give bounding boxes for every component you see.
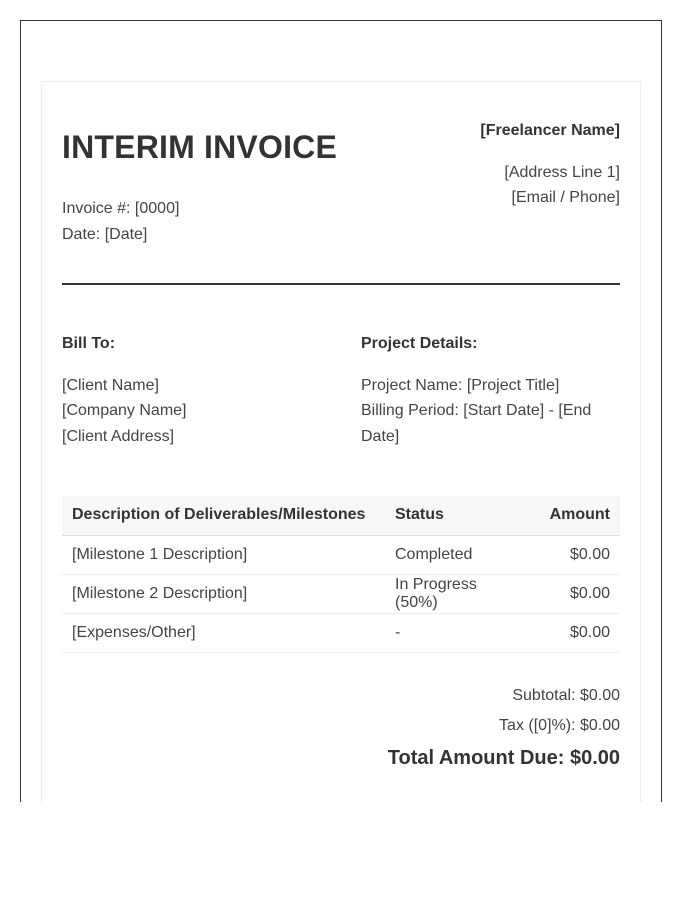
table-header-row	[62, 496, 620, 535]
row-status: In Progress (50%)	[385, 574, 531, 613]
billing-period: Billing Period: [Start Date] - [End	[361, 402, 592, 419]
row-amount: $0.00	[531, 535, 620, 574]
row-amount: $0.00	[531, 613, 620, 652]
invoice-title: INTERIM INVOICE	[62, 129, 338, 165]
billing-period-continued: Date]	[361, 428, 400, 445]
header-description: Description of Deliverables/Milestones	[62, 496, 385, 535]
client-address: [Client Address]	[62, 428, 175, 445]
header-divider	[62, 283, 620, 285]
invoice-number: Invoice #: [0000]	[62, 200, 180, 217]
row-amount: $0.00	[531, 574, 620, 613]
tax: Tax ([0]%): $0.00	[499, 717, 620, 734]
total-amount-due: Total Amount Due: $0.00	[387, 747, 620, 769]
project-name: Project Name: [Project Title]	[361, 377, 560, 394]
table-row	[62, 613, 620, 652]
row-description: [Milestone 2 Description]	[62, 574, 385, 613]
company-name: [Company Name]	[62, 402, 187, 419]
table-row	[62, 535, 620, 574]
bill-to-heading: Bill To:	[62, 335, 116, 352]
header-amount: Amount	[531, 496, 620, 535]
table-row	[62, 574, 620, 613]
line-items-table	[62, 496, 620, 653]
invoice-date: Date: [Date]	[62, 226, 148, 243]
header-status: Status	[385, 496, 531, 535]
row-status: -	[385, 613, 531, 652]
row-status: Completed	[385, 535, 531, 574]
row-description: [Expenses/Other]	[62, 613, 385, 652]
freelancer-name: [Freelancer Name]	[480, 122, 620, 139]
project-details-heading: Project Details:	[361, 335, 478, 352]
client-name: [Client Name]	[62, 377, 159, 394]
row-description: [Milestone 1 Description]	[62, 535, 385, 574]
freelancer-contact: [Email / Phone]	[511, 189, 620, 206]
subtotal: Subtotal: $0.00	[512, 687, 620, 704]
freelancer-address: [Address Line 1]	[504, 164, 620, 181]
